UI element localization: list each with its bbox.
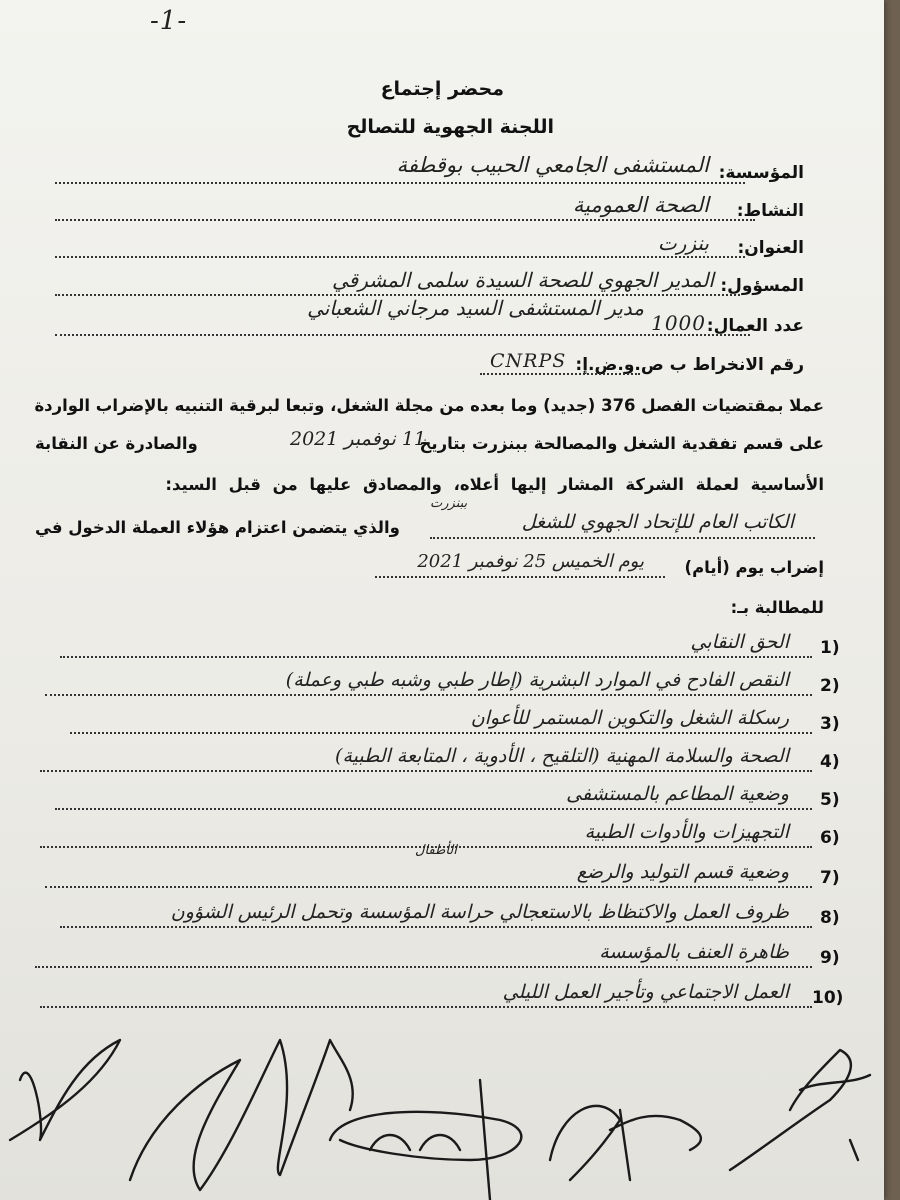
paragraph-line-1: عملا بمقتضيات الفصل 376 (جديد) وما بعده من مجلة الشغل، وتبعا لبرقية التنبيه بالإضراب الواردة (34, 396, 824, 415)
strike-date: 11 نوفمبر 2021 (290, 428, 427, 450)
demand-number: 4) (820, 752, 840, 772)
document-subtitle: اللجنة الجهوية للتصالح (346, 116, 554, 138)
demand-number: 8) (820, 908, 840, 928)
demand-text: ظاهرة العنف بالمؤسسة (599, 941, 789, 963)
document-title: محضر إجتماع (380, 78, 504, 100)
institution-label: المؤسسة: (718, 163, 804, 183)
signature-1 (10, 1040, 120, 1140)
activity-label: النشاط: (736, 201, 804, 221)
demand-text: ظروف العمل والاكتظاظ بالاستعجالي حراسة المؤسسة وتحمل الرئيس الشؤون (170, 901, 789, 923)
demand-number: 5) (820, 790, 840, 810)
responsible-value: المدير الجهوي للصحة السيدة سلمى المشرقي (332, 268, 714, 292)
demand-number: 6) (820, 828, 840, 848)
demand-text: العمل الاجتماعي وتأجير العمل الليلي (502, 981, 789, 1003)
membership-value: CNRPS (490, 350, 567, 372)
demand-number: 9) (820, 948, 840, 968)
demand-number: 1) (820, 638, 840, 658)
demands-intro: للمطالبة بـ: (730, 598, 824, 617)
paragraph-line-4-end: والذي يتضمن اعتزام هؤلاء العملة الدخول في (35, 518, 400, 537)
demand-text: رسكلة الشغل والتكوين المستمر للأعوان (470, 707, 789, 729)
paragraph-line-5-start: إضراب يوم (أيام) (684, 558, 824, 577)
paragraph-line-2-end: والصادرة عن النقابة (35, 434, 198, 453)
signature-3 (330, 1080, 521, 1200)
workers-value: 1000 (651, 311, 706, 335)
demand-text: الصحة والسلامة المهنية (التلقيح ، الأدوية ، المتابعة الطبية) (335, 745, 789, 767)
demand-number: 10) (812, 988, 844, 1008)
demand-text: التجهيزات والأدوات الطبية (584, 821, 789, 843)
strike-day-value: يوم الخميس 25 نوفمبر 2021 (417, 551, 644, 572)
paragraph-line-2-start: على قسم تفقدية الشغل والمصالحة ببنزرت بتاريخ (419, 434, 824, 453)
demand-text: وضعية المطاعم بالمستشفى (566, 783, 789, 805)
demand-text: الحق النقابي (690, 631, 789, 653)
responsible-value-2: مدير المستشفى السيد مرجاني الشعباني (307, 296, 644, 320)
demand-text-above: الأطفال (415, 843, 457, 858)
membership-label: رقم الانخراط ب ص.و.ض.إ: (575, 355, 804, 375)
page-number-mark: -1- (150, 6, 188, 36)
address-label: العنوان: (737, 238, 804, 258)
responsible-label: المسؤول: (720, 276, 804, 296)
activity-value: الصحة العمومية (572, 193, 709, 217)
demand-text: النقص الفادح في الموارد البشرية (إطار طبي وشبه طبي وعملة) (285, 669, 789, 691)
demand-number: 3) (820, 714, 840, 734)
institution-value: المستشفى الجامعي الحبيب بوقطفة (396, 153, 709, 177)
authority-value: الكاتب العام للإتحاد الجهوي للشغل (521, 511, 794, 533)
signature-2 (130, 1040, 353, 1190)
signature-5 (730, 1050, 870, 1170)
paragraph-line-3: الأساسية لعملة الشركة المشار إليها أعلاه، والمصادق عليها من قبل السيد: (165, 475, 824, 494)
workers-label: عدد العمال: (706, 316, 804, 336)
demand-number: 7) (820, 868, 840, 888)
signature-4 (550, 1106, 701, 1180)
address-value: بنزرت (657, 231, 709, 255)
demand-number: 2) (820, 676, 840, 696)
authority-value-above: ببنزرت (430, 496, 468, 511)
demand-text: وضعية قسم التوليد والرضع (576, 861, 789, 883)
